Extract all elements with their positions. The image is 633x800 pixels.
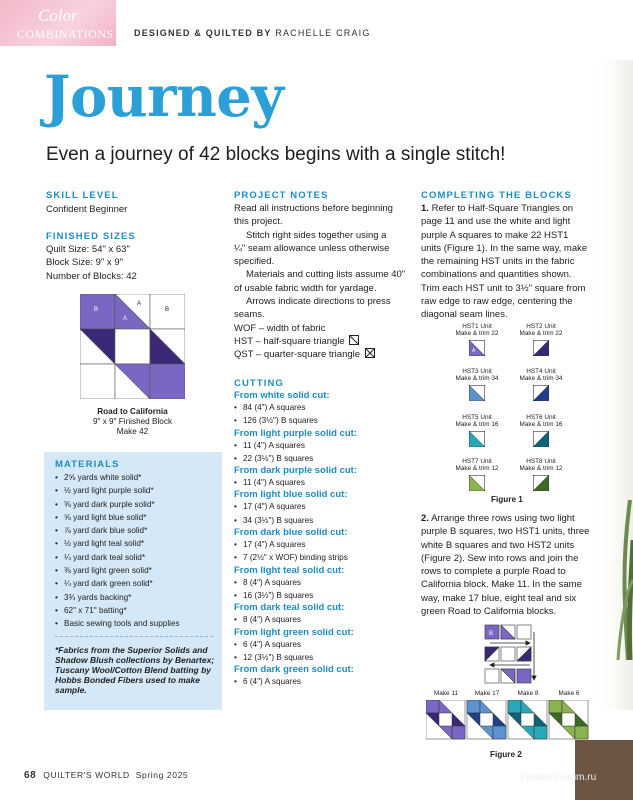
- hst7-unit: [469, 475, 485, 491]
- wood-surface: [575, 740, 633, 800]
- list-item: • 126 (3½") B squares: [234, 416, 318, 426]
- page-title: Journey: [44, 64, 284, 130]
- hst-icon: [349, 335, 359, 345]
- label-b2: B: [165, 307, 170, 313]
- project-notes-heading: PROJECT NOTES: [234, 190, 329, 201]
- cutting-group-title: From dark purple solid cut:: [234, 465, 357, 477]
- hst2-label: HST2 Unit Make & trim 22: [519, 323, 563, 337]
- list-item: • ⅜ yard dark purple solid*: [55, 499, 155, 509]
- materials-note: *Fabrics from the Superior Solids and Shadow Blush collections by Benartex; Tuscany Wool/Cotton Blend batting by Hobbs Bonded Fibers used to make sample.: [55, 645, 215, 695]
- hst8-label: HST8 Unit Make & trim 12: [519, 458, 563, 472]
- issue: Spring 2025: [135, 770, 189, 780]
- cutting-group-title: From light green solid cut:: [234, 626, 354, 638]
- cutting-group-title: From light blue solid cut:: [234, 489, 348, 501]
- hst1-unit: [469, 340, 485, 356]
- cutting-group-title: From light purple solid cut:: [234, 427, 357, 439]
- subtitle: Even a journey of 42 blocks begins with a single stitch!: [46, 144, 506, 165]
- list-item: • ¼ yard dark teal solid*: [55, 552, 146, 562]
- road-to-california-block-diagram: [80, 294, 185, 399]
- cutting-group-title: From dark blue solid cut:: [234, 527, 348, 539]
- list-item: • 11 (4") A squares: [234, 478, 305, 488]
- make-label: Make 11: [433, 690, 459, 697]
- step-1-text: 1. Refer to Half-Square Triangles on page 11 and use the white and light purple A squares to make 22 HST1 units (Figure 1). In the same way, make the remaining HST units in the fabric combinations and quantities shown. Trim each HST unit to 3½" square from raw edge to raw edge, centering the diagonal seam lines.: [421, 203, 588, 321]
- hst4-unit: [533, 385, 549, 401]
- list-item: • 17 (4") A squares: [234, 540, 306, 550]
- finished-sizes-list: [46, 243, 137, 283]
- hst5-unit: [469, 431, 485, 447]
- cutting-group-title: From dark teal solid cut:: [234, 602, 345, 614]
- designer-credit: [134, 28, 371, 38]
- figure-1-caption: Figure 1: [491, 495, 523, 504]
- label-b: B: [94, 307, 99, 313]
- make-label: Make 8: [517, 690, 539, 697]
- completing-heading: COMPLETING THE BLOCKS: [421, 190, 572, 201]
- cutting-group-title: From light teal solid cut:: [234, 564, 345, 576]
- list-item: • 7 (2½" x WOF) binding strips: [234, 553, 348, 563]
- materials-box: [44, 452, 222, 710]
- qst-icon: [365, 348, 375, 358]
- list-item: • ½ yard light teal solid*: [55, 539, 145, 549]
- cutting-heading: CUTTING: [234, 378, 284, 389]
- materials-list: [55, 471, 220, 631]
- figure-2-b-label: B: [489, 631, 494, 637]
- list-item: • ⅜ yard light green solid*: [55, 566, 152, 576]
- hst2-unit: [533, 340, 549, 356]
- make-label: Make 6: [558, 690, 580, 697]
- list-item: • 16 (3½") B squares: [234, 590, 314, 600]
- label-a: A: [123, 316, 128, 322]
- label-a-top: A: [137, 301, 142, 307]
- figure-2-assembly: [484, 624, 544, 686]
- hst1-a-label: A: [472, 348, 476, 354]
- color-combinations-tab: [0, 0, 116, 46]
- hst3-label: HST3 Unit Make & trim 34: [455, 368, 499, 382]
- hst7-label: HST7 Unit Make & trim 12: [455, 458, 499, 472]
- make-label: Make 17: [474, 690, 500, 697]
- project-notes-text: Read all instructions before beginning this project. Stitch right sides together using a ¼" seam allowance unless otherwise specified. Materials and cutting lists assume 40" of usable fabric width for yardage. Arrows indicate directions to press seams. WOF – width of fabric HST – half-square triangle QST – quarter-square triangle: [234, 203, 406, 361]
- list-item: • ¼ yard dark green solid*: [55, 579, 153, 589]
- list-item: • 84 (4") A squares: [234, 403, 306, 412]
- credit-label: DESIGNED & QUILTED BY: [134, 28, 272, 38]
- cutting-group-title: From dark green solid cut:: [234, 664, 354, 676]
- hst3-unit: [469, 385, 485, 401]
- hst1-label: HST1 Unit Make & trim 22: [455, 323, 499, 337]
- figure-1: [445, 323, 595, 508]
- list-item: • 3¾ yards backing*: [55, 592, 132, 602]
- list-item: • Basic sewing tools and supplies: [55, 619, 180, 629]
- divider: [55, 636, 213, 637]
- step-2-text: 2. Arrange three rows using two light purple B squares, two HST1 units, three white B squares and two HST2 units (Figure 2). Sew into rows and join the rows to complete a purple Road to California block. Make 11. In the same way, make 17 blue, eight teal and six green Road to California blocks.: [421, 513, 590, 618]
- list-item: • 22 (3½") B squares: [234, 453, 314, 463]
- quilt-size: Quilt Size: 54" x 63": [46, 244, 130, 255]
- list-item: • 6 (4") A squares: [234, 677, 301, 687]
- block-size: Block Size: 9" x 9": [46, 257, 123, 269]
- page-number: 68: [24, 770, 37, 781]
- block-caption-title: Road to California: [97, 407, 168, 416]
- skill-level-heading: SKILL LEVEL: [46, 190, 119, 201]
- list-item: • 12 (3½") B squares: [234, 652, 314, 662]
- list-item: • 34 (3½") B squares: [234, 515, 314, 525]
- magazine-name: QUILTER'S WORLD: [43, 770, 130, 780]
- skill-level-value: Confident Beginner: [46, 204, 128, 215]
- tab-line1: Color: [38, 6, 78, 25]
- page-footer: [24, 770, 188, 781]
- figure-2-blocks: [426, 700, 592, 740]
- materials-heading: MATERIALS: [55, 459, 120, 470]
- cutting-list: [234, 390, 414, 688]
- block-caption-size: 9" x 9" Finished Block: [92, 417, 173, 426]
- hst4-label: HST4 Unit Make & trim 34: [519, 368, 563, 382]
- watermark: PassionForum.ru: [520, 772, 597, 783]
- list-item: • 11 (4") A squares: [234, 440, 305, 450]
- finished-sizes-heading: FINISHED SIZES: [46, 231, 136, 242]
- list-item: • ½ yard light purple solid*: [55, 486, 154, 496]
- hst5-label: HST5 Unit Make & trim 16: [455, 414, 499, 428]
- list-item: • 17 (4") A squares: [234, 502, 306, 512]
- block-caption-count: Make 42: [116, 427, 149, 436]
- list-item: • ⅞ yard dark blue solid*: [55, 526, 148, 536]
- hst8-unit: [533, 475, 549, 491]
- list-item: • 8 (4") A squares: [234, 577, 301, 587]
- list-item: • 2⅝ yards white solid*: [55, 473, 142, 482]
- block-caption: [60, 407, 205, 437]
- credit-name: RACHELLE CRAIG: [275, 28, 371, 38]
- tab-line2: COMBINATIONS: [17, 27, 114, 41]
- plant-image: [608, 480, 633, 660]
- list-item: • 8 (4") A squares: [234, 615, 301, 625]
- hst6-label: HST6 Unit Make & trim 16: [519, 414, 563, 428]
- list-item: • 62" x 71" batting*: [55, 605, 127, 615]
- list-item: • 6 (4") A squares: [234, 639, 301, 649]
- number-of-blocks: Number of Blocks: 42: [46, 270, 137, 282]
- list-item: • ⅝ yard light blue solid*: [55, 512, 147, 522]
- cutting-group-title: From white solid cut:: [234, 390, 330, 401]
- figure-2-caption: Figure 2: [490, 750, 522, 759]
- hst6-unit: [533, 431, 549, 447]
